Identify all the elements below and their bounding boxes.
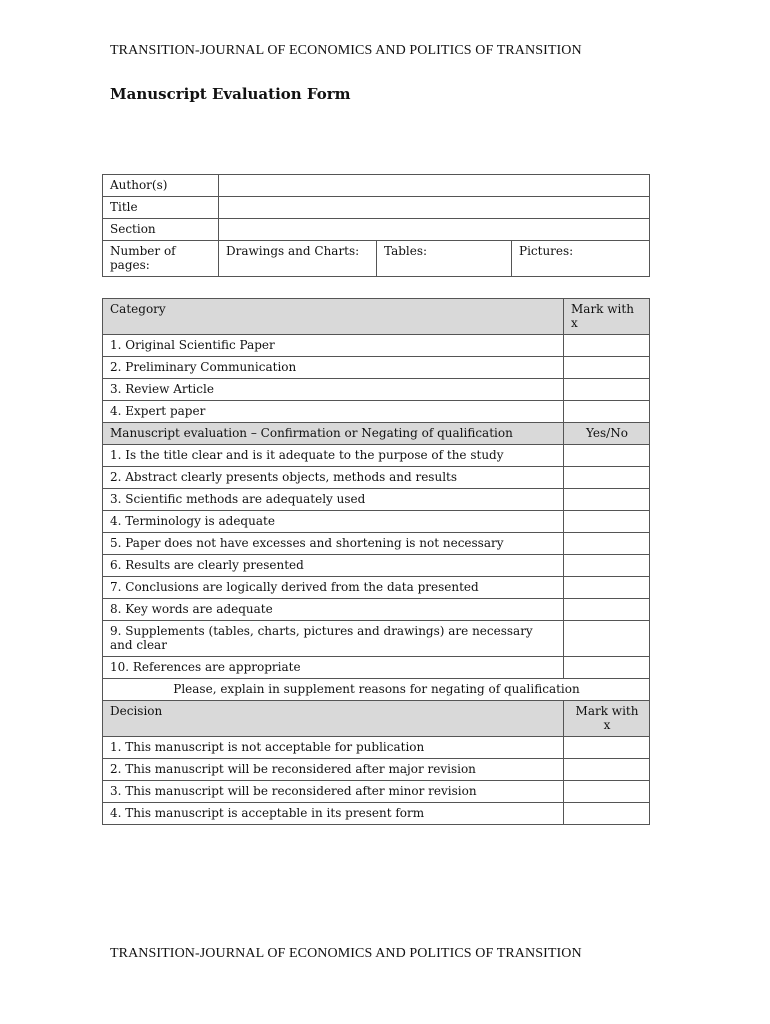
decision-header-row [103, 701, 650, 737]
page-footer: TRANSITION-JOURNAL OF ECONOMICS AND POLITICS OF TRANSITION [110, 946, 582, 961]
table-row [103, 401, 650, 423]
decision-item: 3. This manuscript will be reconsidered after minor revision [103, 781, 564, 803]
authors-field[interactable] [219, 175, 650, 197]
evaluation-item: 2. Abstract clearly presents objects, methods and results [103, 467, 564, 489]
table-row [103, 599, 650, 621]
yes-no-cell[interactable] [564, 511, 650, 533]
page-title: Manuscript Evaluation Form [110, 85, 351, 103]
table-row [103, 197, 650, 219]
manuscript-info-table [102, 174, 650, 277]
yes-no-cell[interactable] [564, 533, 650, 555]
evaluation-item: 10. References are appropriate [103, 657, 564, 679]
yes-no-cell[interactable] [564, 467, 650, 489]
table-row [103, 241, 650, 277]
evaluation-item: 3. Scientific methods are adequately used [103, 489, 564, 511]
category-item: 1. Original Scientific Paper [103, 335, 564, 357]
table-row [103, 219, 650, 241]
yes-no-cell[interactable] [564, 445, 650, 467]
decision-item: 2. This manuscript will be reconsidered after major revision [103, 759, 564, 781]
section-field[interactable] [219, 219, 650, 241]
table-row [103, 657, 650, 679]
table-row [103, 759, 650, 781]
mark-cell[interactable] [564, 737, 650, 759]
table-row [103, 335, 650, 357]
table-row [103, 621, 650, 657]
table-row [103, 781, 650, 803]
pages-field[interactable]: Number of pages: [103, 241, 219, 277]
decision-item: 1. This manuscript is not acceptable for publication [103, 737, 564, 759]
evaluation-item: 7. Conclusions are logically derived from the data presented [103, 577, 564, 599]
table-row [103, 357, 650, 379]
mark-cell[interactable] [564, 759, 650, 781]
evaluation-item: 6. Results are clearly presented [103, 555, 564, 577]
table-row [103, 533, 650, 555]
table-row [103, 511, 650, 533]
table-row [103, 555, 650, 577]
pictures-field[interactable]: Pictures: [512, 241, 650, 277]
category-mark-header: Mark with x [564, 299, 650, 335]
title-label: Title [103, 197, 219, 219]
table-row [103, 467, 650, 489]
mark-cell[interactable] [564, 803, 650, 825]
page-header: TRANSITION-JOURNAL OF ECONOMICS AND POLITICS OF TRANSITION [110, 43, 582, 58]
evaluation-note: Please, explain in supplement reasons for negating of qualification [103, 679, 650, 701]
table-row [103, 489, 650, 511]
category-item: 2. Preliminary Communication [103, 357, 564, 379]
evaluation-table [102, 298, 650, 825]
table-row [103, 379, 650, 401]
note-row [103, 679, 650, 701]
decision-item: 4. This manuscript is acceptable in its present form [103, 803, 564, 825]
mark-cell[interactable] [564, 379, 650, 401]
authors-label: Author(s) [103, 175, 219, 197]
evaluation-item: 4. Terminology is adequate [103, 511, 564, 533]
evaluation-header: Manuscript evaluation – Confirmation or Negating of qualification [103, 423, 564, 445]
table-row [103, 445, 650, 467]
decision-mark-header: Mark with x [564, 701, 650, 737]
yes-no-cell[interactable] [564, 621, 650, 657]
drawings-field[interactable]: Drawings and Charts: [219, 241, 377, 277]
table-row [103, 175, 650, 197]
evaluation-item: 1. Is the title clear and is it adequate to the purpose of the study [103, 445, 564, 467]
evaluation-item: 5. Paper does not have excesses and shortening is not necessary [103, 533, 564, 555]
tables-field[interactable]: Tables: [377, 241, 512, 277]
evaluation-item: 8. Key words are adequate [103, 599, 564, 621]
table-row [103, 803, 650, 825]
yes-no-cell[interactable] [564, 657, 650, 679]
table-row [103, 737, 650, 759]
yes-no-cell[interactable] [564, 599, 650, 621]
category-header: Category [103, 299, 564, 335]
yes-no-cell[interactable] [564, 577, 650, 599]
category-item: 4. Expert paper [103, 401, 564, 423]
mark-cell[interactable] [564, 401, 650, 423]
yes-no-cell[interactable] [564, 489, 650, 511]
title-field[interactable] [219, 197, 650, 219]
category-header-row [103, 299, 650, 335]
mark-cell[interactable] [564, 335, 650, 357]
evaluation-mark-header: Yes/No [564, 423, 650, 445]
category-item: 3. Review Article [103, 379, 564, 401]
mark-cell[interactable] [564, 781, 650, 803]
yes-no-cell[interactable] [564, 555, 650, 577]
decision-header: Decision [103, 701, 564, 737]
evaluation-header-row [103, 423, 650, 445]
table-row [103, 577, 650, 599]
section-label: Section [103, 219, 219, 241]
evaluation-item: 9. Supplements (tables, charts, pictures and drawings) are necessary and clear [103, 621, 564, 657]
mark-cell[interactable] [564, 357, 650, 379]
